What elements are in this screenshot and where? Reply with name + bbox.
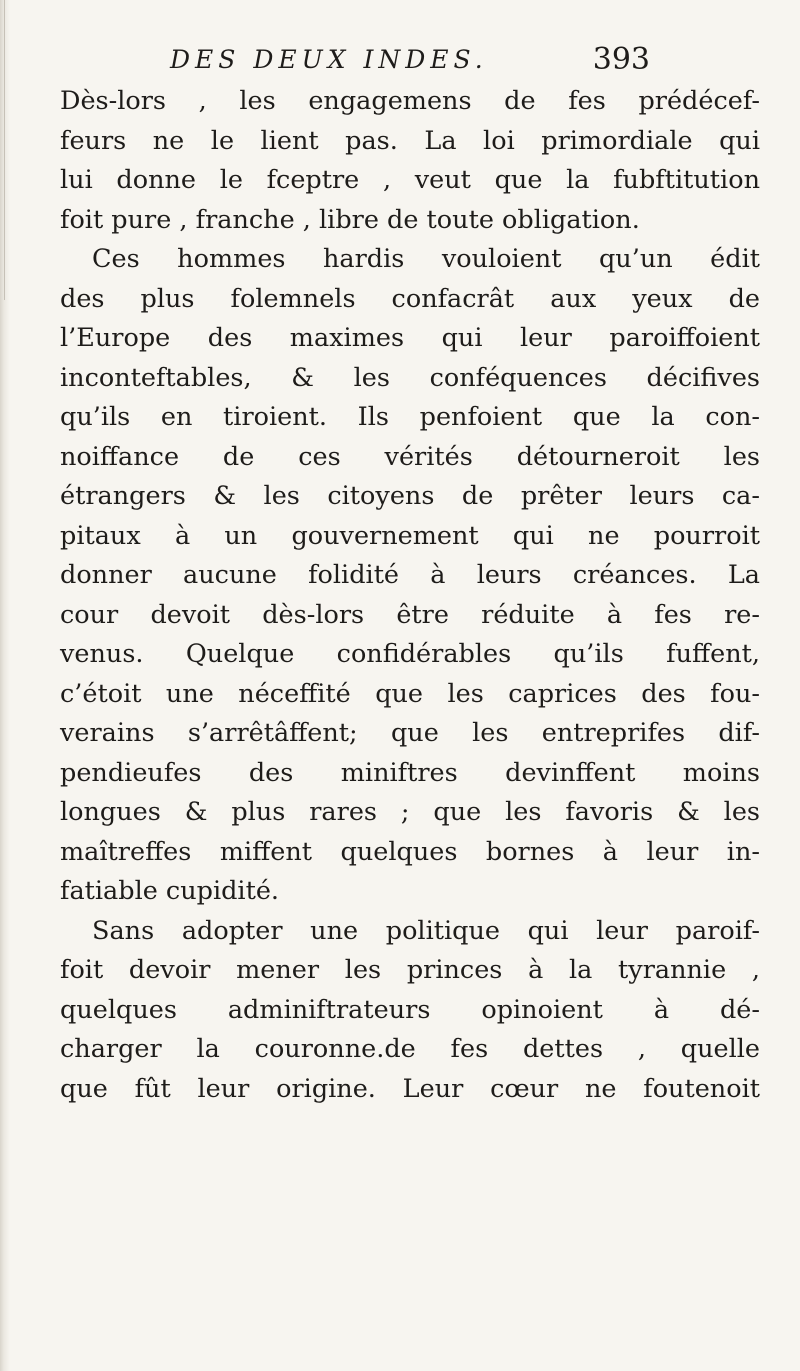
- body-text: [60, 82, 760, 1109]
- text-line: cour devoit dès-lors être réduite à fes re-: [60, 599, 760, 630]
- text-line: maîtreffes miffent quelques bornes à leur in-: [60, 836, 760, 867]
- text-line: Dès-lors , les engagemens de fes prédécef-: [60, 86, 760, 116]
- text-line: étrangers & les citoyens de prêter leurs ca-: [60, 481, 760, 511]
- text-line: Sans adopter une politique qui leur paroif-: [92, 915, 760, 946]
- text-line: foit devoir mener les princes à la tyrannie ,: [60, 955, 760, 985]
- page-number: 393: [592, 42, 650, 77]
- text-line: verains s’arrêtâffent; que les entreprifes dif-: [60, 718, 760, 748]
- text-line: fatiable cupidité.: [60, 876, 280, 906]
- text-line: noiffance de ces vérités détourneroit les: [60, 441, 760, 472]
- text-line: donner aucune folidité à leurs créances. La: [60, 560, 760, 590]
- text-line: lui donne le fceptre , veut que la fubftitution: [60, 165, 760, 195]
- running-head: [170, 40, 650, 80]
- text-line: c’étoit une néceffité que les caprices des fou-: [60, 678, 760, 709]
- text-line: venus. Quelque confidérables qu’ils fuffent,: [60, 639, 760, 669]
- running-title: DES DEUX INDES.: [170, 45, 488, 74]
- text-line: longues & plus rares ; que les favoris & les: [60, 797, 760, 827]
- text-line: quelques adminiftrateurs opinoient à dé-: [60, 994, 760, 1025]
- text-line: pitaux à un gouvernement qui ne pourroit: [60, 520, 760, 551]
- text-line: charger la couronne.de fes dettes , quelle: [60, 1034, 760, 1064]
- text-line: des plus folemnels confacrât aux yeux de: [60, 283, 760, 314]
- text-line: que fût leur origine. Leur cœur ne foutenoit: [60, 1073, 760, 1104]
- text-line: feurs ne le lient pas. La loi primordiale qui: [60, 125, 760, 156]
- text-line: foit pure , franche , libre de toute obligation.: [60, 204, 640, 235]
- text-line: inconteftables, & les conféquences décifives: [60, 362, 760, 393]
- text-line: qu’ils en tiroient. Ils penfoient que la con-: [60, 402, 760, 432]
- text-line: l’Europe des maximes qui leur paroiffoient: [60, 323, 760, 353]
- binding-shadow: [4, 0, 5, 300]
- page-edge: [0, 0, 10, 1371]
- text-line: Ces hommes hardis vouloient qu’un édit: [92, 244, 760, 274]
- text-line: pendieufes des miniftres devinffent moins: [60, 757, 760, 788]
